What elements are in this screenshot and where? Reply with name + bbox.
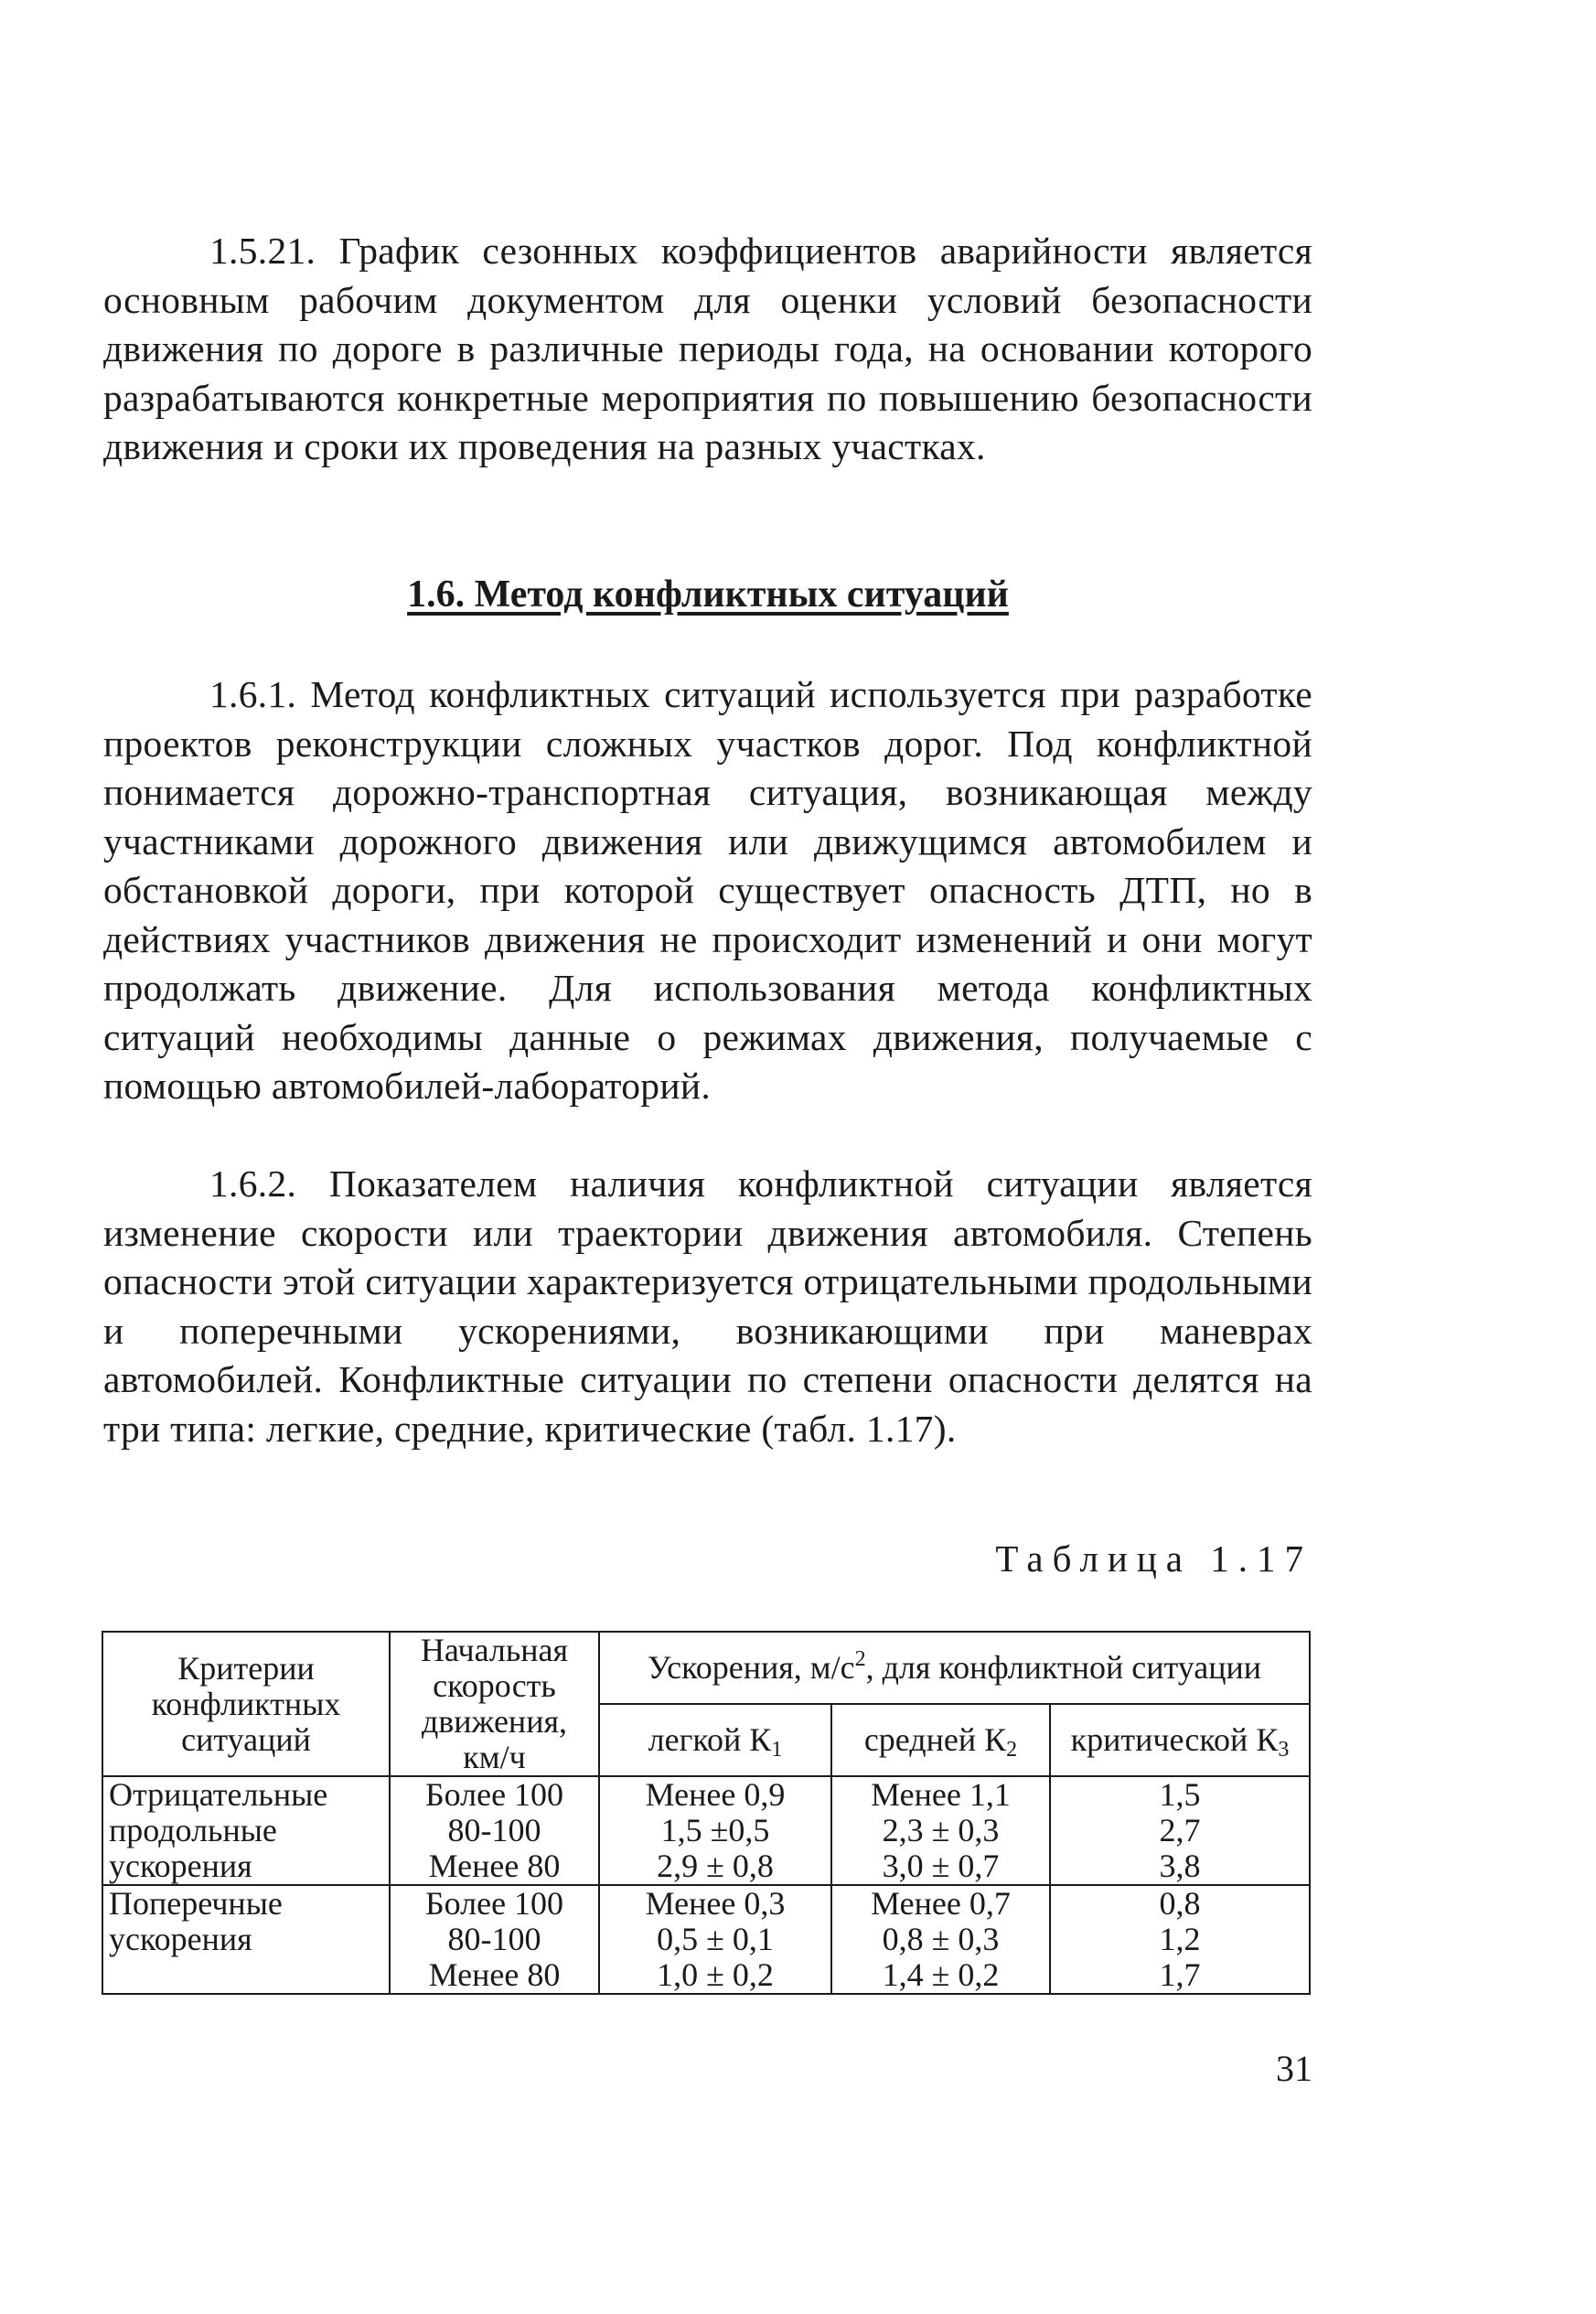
header-speed-line: скорость <box>433 1667 556 1704</box>
table-title: Таблица 1.17 <box>995 1537 1312 1580</box>
cell-line: 1,2 <box>1159 1921 1201 1957</box>
cell-line: 0,5 ± 0,1 <box>657 1921 774 1957</box>
cell-line: продольные <box>109 1812 277 1848</box>
paragraph-1-6-1: 1.6.1. Метод конфликтных ситуаций используется при разработке проектов реконструкции сложных участков дорог. Под конфликтной понимается дорожно-транспортная ситуация, возникающая между участниками дорожного движения или движущимся автомобилем и обстановкой дороги, при которой существует опасность ДТП, но в действиях участников движения не происходит изменений и они могут продолжать движение. Для использования метода конфликтных ситуаций необходимы данные о режимах движения, получаемые с помощью автомобилей-лабораторий. <box>103 673 1312 1107</box>
cell-line: 0,8 <box>1159 1885 1201 1922</box>
table-row <box>102 1776 1310 1885</box>
header-speed <box>390 1632 599 1776</box>
header-speed-line: движения, <box>421 1703 568 1740</box>
header-light-sub: 1 <box>771 1738 783 1762</box>
cell-line: Менее 1,1 <box>871 1776 1011 1813</box>
cell-line: 2,9 ± 0,8 <box>657 1848 774 1884</box>
header-criteria-line: Критерии <box>177 1649 315 1687</box>
header-criteria-line: ситуаций <box>181 1720 311 1758</box>
cell-line: ускорения <box>109 1921 252 1957</box>
header-accelerations <box>599 1632 1310 1704</box>
cell-line: 1,5 ±0,5 <box>660 1812 770 1848</box>
cell-medium <box>831 1776 1050 1885</box>
cell-line: Более 100 <box>424 1885 564 1922</box>
cell-line: 0,8 ± 0,3 <box>882 1921 1000 1957</box>
cell-line: Отрицательные <box>109 1776 328 1813</box>
cell-light <box>599 1776 831 1885</box>
cell-line: Менее 0,9 <box>645 1776 786 1813</box>
table-header-row-1 <box>102 1632 1310 1704</box>
cell-line: Менее 0,3 <box>645 1885 786 1922</box>
header-criteria-line: конфликтных <box>151 1685 341 1722</box>
cell-line: 1,0 ± 0,2 <box>657 1956 774 1993</box>
header-medium <box>831 1704 1050 1776</box>
table-row <box>102 1885 1310 1994</box>
cell-line: Менее 80 <box>428 1956 561 1993</box>
cell-line: 3,0 ± 0,7 <box>882 1848 1000 1884</box>
header-accel-main: Ускорения, м/с <box>647 1649 855 1686</box>
header-medium-label: средней К <box>863 1721 1007 1758</box>
header-critical <box>1050 1704 1310 1776</box>
cell-medium <box>831 1885 1050 1994</box>
cell-line: 1,5 <box>1159 1776 1201 1813</box>
cell-criteria <box>102 1776 390 1885</box>
cell-line: Менее 0,7 <box>871 1885 1011 1922</box>
cell-line: 3,8 <box>1159 1848 1201 1884</box>
header-light-label: легкой К <box>648 1721 772 1758</box>
page-number: 31 <box>1276 2048 1312 2089</box>
header-criteria <box>102 1632 390 1776</box>
header-critical-label: критической К <box>1070 1721 1279 1758</box>
header-critical-sub: 3 <box>1278 1738 1290 1762</box>
header-accel-tail: , для конфликтной ситуации <box>865 1649 1262 1686</box>
cell-line: Менее 80 <box>428 1848 561 1884</box>
cell-criteria <box>102 1885 390 1994</box>
cell-speed <box>390 1776 599 1885</box>
cell-critical <box>1050 1885 1310 1994</box>
cell-line: 1,7 <box>1159 1956 1201 1993</box>
header-accel-sup: 2 <box>854 1647 866 1671</box>
cell-line: 80-100 <box>447 1921 541 1957</box>
paragraph-1-6-2: 1.6.2. Показателем наличия конфликтной ситуации является изменение скорости или траектории движения автомобиля. Степень опасности этой ситуации характеризуется отрицательными продольными и поперечными ускорениями, возникающими при маневрах автомобилей. Конфликтные ситуации по степени опасности делятся на три типа: легкие, средние, критические (табл. 1.17). <box>103 1162 1312 1450</box>
cell-line: Более 100 <box>424 1776 564 1813</box>
cell-line: 2,3 ± 0,3 <box>882 1812 1000 1848</box>
cell-line: 80-100 <box>447 1812 541 1848</box>
paragraph-1-5-21: 1.5.21. График сезонных коэффициентов аварийности является основным рабочим документом для оценки условий безопасности движения по дороге в различные периоды года, на основании которого разрабатываются конкретные мероприятия по повышению безопасности движения и сроки их проведения на разных участках. <box>103 230 1312 467</box>
header-light <box>599 1704 831 1776</box>
cell-line: ускорения <box>109 1848 252 1884</box>
header-speed-line: км/ч <box>463 1739 526 1775</box>
header-medium-sub: 2 <box>1006 1738 1018 1762</box>
cell-light <box>599 1885 831 1994</box>
cell-critical <box>1050 1776 1310 1885</box>
cell-speed <box>390 1885 599 1994</box>
header-speed-line: Начальная <box>420 1632 569 1668</box>
cell-line: 1,4 ± 0,2 <box>882 1956 1000 1993</box>
cell-line: Поперечные <box>109 1885 283 1922</box>
cell-line: 2,7 <box>1159 1812 1201 1848</box>
section-heading: 1.6. Метод конфликтных ситуаций <box>407 573 1009 616</box>
conflict-situations-table <box>102 1631 1311 1995</box>
